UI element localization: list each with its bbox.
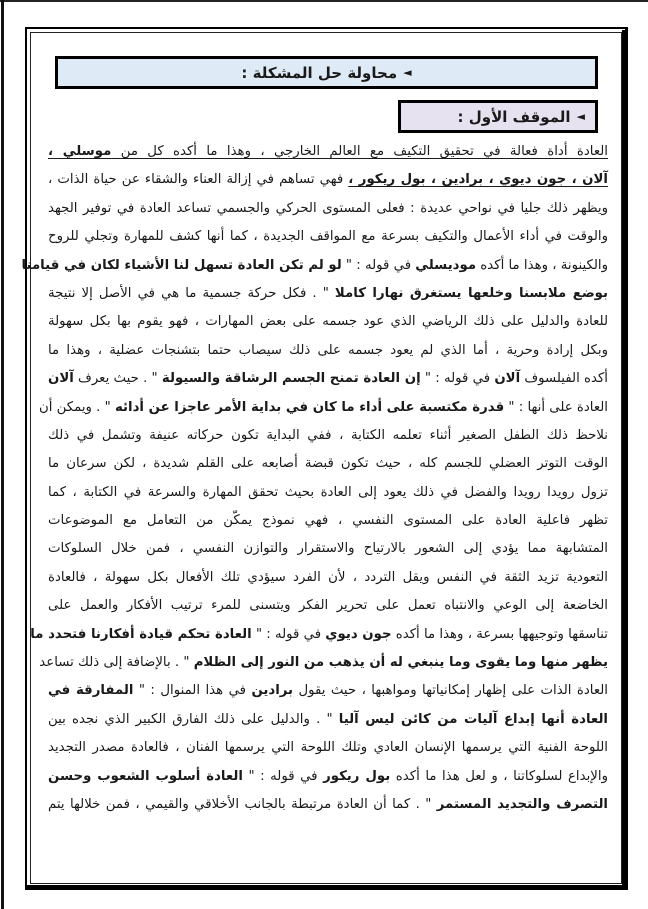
emphasized-text: لو لم تكن العادة تسهل لنا الأشياء لكان في قيامنا (21, 257, 342, 273)
text-line (48, 138, 608, 166)
text-segment: أكده الفيلسوف (520, 371, 608, 387)
text-line (48, 592, 608, 620)
text-line (21, 252, 608, 280)
text-segment: في هذا المنوال : " (133, 683, 252, 699)
text-line (48, 280, 608, 308)
text-line (48, 223, 608, 251)
text-line (48, 706, 608, 734)
text-segment: تناسقها وتوجيهها بسرعة ، وهذا ما أكده (391, 626, 608, 642)
emphasized-text: قدرة مكتسبة على أداء ما كان في بداية الأمر عاجزا عن أدائه (114, 399, 505, 415)
text-line (48, 195, 608, 223)
text-segment: والوقت في أداء الأعمال والتكيف بسرعة مع المواقف الجديدة ، كما أنها كشف للمهارة وتجلي للروح (48, 229, 608, 245)
text-segment: تظهر فاعلية العادة على المستوى النفسي ، فهي نموذج يمكّن من التعامل مع الموضوعات (48, 513, 608, 529)
emphasized-text: جون ديوي (325, 626, 392, 642)
emphasized-text: آلان (48, 371, 74, 387)
text-segment: في قوله : " (341, 257, 416, 273)
body-paragraph (21, 138, 608, 819)
page-edge-left (1, 0, 4, 909)
text-line (48, 564, 608, 592)
text-segment: في قوله : " (242, 768, 324, 784)
text-segment: والكينونة ، وهذا ما أكده (476, 257, 608, 273)
text-line (48, 422, 608, 450)
subsection-title-box (398, 100, 598, 133)
emphasized-text: المفارقة في (48, 683, 134, 699)
emphasized-text: يظهر منها وما يقوى وما ينبغي له أن يذهب من النور إلى الظلام (193, 655, 608, 671)
text-line (48, 337, 608, 365)
text-segment: اللوحة الفنية التي يرسمها الإنسان العادي وتلك اللوحة التي يرسمها الفنان ، فالعادة مصدر التجديد (48, 740, 608, 756)
emphasized-text: برادين (251, 683, 294, 699)
text-line (48, 677, 608, 705)
emphasized-text: التصرف والتجديد المستمر (436, 796, 608, 812)
text-segment: نلاحظ ذلك الطفل الصغير أثناء تعلمه الكتابة ، ففي البداية تكون حركاته عنيفة وتشمل في ذلك (48, 427, 608, 443)
emphasized-text: بوضع ملابسنا وخلعها يستغرق نهارا كاملا (334, 285, 608, 301)
text-line (48, 763, 608, 791)
emphasized-text: العادة تحكم قيادة أفكارنا فتحدد ما (30, 626, 252, 642)
text-line (30, 621, 608, 649)
frame-shadow-right (622, 30, 627, 890)
text-segment: الخاضعة إلى الوعي والانتباه تعمل على تحرير الفكر ويتسنى للمرء ترتيب الأفكار والعمل على (48, 598, 608, 614)
emphasized-text: العادة أنها إبداع آليات من كائن ليس آليا (338, 711, 608, 727)
text-segment: " . والدليل على ذلك الفارق الكبير الذي نجده بين (48, 711, 339, 727)
text-line (39, 649, 608, 677)
text-segment: " . ويمكن أن (39, 399, 115, 415)
text-segment: التعودية تزيد الثقة في النفس ويقل التردد ، لأن الفرد سيؤدي تلك الأفعال بكل سهولة ، فالعادة (48, 569, 608, 585)
arrow-left-icon: ◄ (576, 110, 585, 123)
text-line (48, 308, 608, 336)
text-line (48, 507, 608, 535)
text-segment: والإبداع لسلوكاتنا ، و لعل هذا ما أكده (390, 768, 608, 784)
emphasized-text: العادة أسلوب الشعوب وحسن (48, 768, 243, 784)
text-line (48, 479, 608, 507)
text-segment: تزول رويدا رويدا والفضل في ذلك يعود إلى العادة بحيث تحقق المهارة والسرعة في الكتابة ، كما (48, 484, 608, 500)
emphasized-text: آلان ، جون ديوي ، برادين ، بول ريكور ، (348, 172, 608, 188)
section-title-box (55, 56, 598, 89)
emphasized-text: بول ريكور (323, 768, 391, 784)
text-segment: للعادة والدليل على ذلك الرياضي الذي عود جسمه على بعض المهارات ، فهو يقوم بها بكل سهولة (48, 314, 608, 330)
section-title: محاولة حل المشكلة : (241, 63, 398, 82)
text-segment: " . كما أن العادة مرتبطة بالجانب الأخلاقي والقيمي ، فمن خلالها يتم (48, 796, 437, 812)
text-segment: " . بالإضافة إلى ذلك تساعد (39, 655, 194, 671)
text-segment: الوقت التوتر العضلي للجسم كله ، حيث تكون قبضة أصابعه على القلم شديدة ، لكن سرعان ما (48, 456, 608, 472)
subsection-title: الموقف الأول : (457, 107, 571, 126)
arrow-left-icon: ◄ (403, 66, 412, 79)
text-line (39, 394, 608, 422)
text-segment: فهي تساهم في إزالة العناء والشقاء عن حياة الذات ، (48, 172, 349, 188)
emphasized-text: موديسلي (415, 257, 477, 273)
emphasized-text: آلان (494, 371, 521, 387)
text-segment: العادة أداة فعالة في تحقيق التكيف مع العالم الخارجي ، وهذا ما أكده كل من (111, 144, 608, 159)
text-line (48, 450, 608, 478)
text-line (48, 365, 608, 393)
text-segment: وبكل إرادة وحرية ، أما الذي لم يعود جسمه على ذلك سيصاب حتما بتشنجات عضلية ، وهذا ما (48, 342, 608, 358)
text-segment: المتشابهة مما يؤدي إلى الشعور بالارتياح والاستقرار والتوازن النفسي ، فمن خلال السلوكات (48, 541, 608, 557)
text-line (48, 166, 608, 194)
frame-shadow-bottom (26, 885, 627, 890)
text-segment: " . حيث يعرف (73, 371, 162, 387)
text-line (48, 791, 608, 819)
emphasized-text: إن العادة تمنح الجسم الرشاقة والسيولة (161, 371, 421, 387)
text-line (48, 535, 608, 563)
text-segment: العادة الذات على إظهار إمكانياتها ومواهبها ، حيث يقول (293, 683, 608, 699)
emphasized-text: موسلي ، (48, 144, 112, 159)
page-edge-top (0, 0, 648, 2)
text-segment: " . فكل حركة جسمية ما هي في الأصل إلا نتيجة (48, 285, 335, 301)
text-segment: في قوله : " (420, 371, 495, 387)
text-segment: العادة على أنها : " (504, 399, 608, 415)
text-line (48, 734, 608, 762)
text-segment: ويظهر ذلك جليا في نواحي عديدة : فعلى المستوى الحركي والجسمي تساعد العادة في توفير الجهد (48, 200, 608, 216)
text-segment: في قوله : " (251, 626, 326, 642)
